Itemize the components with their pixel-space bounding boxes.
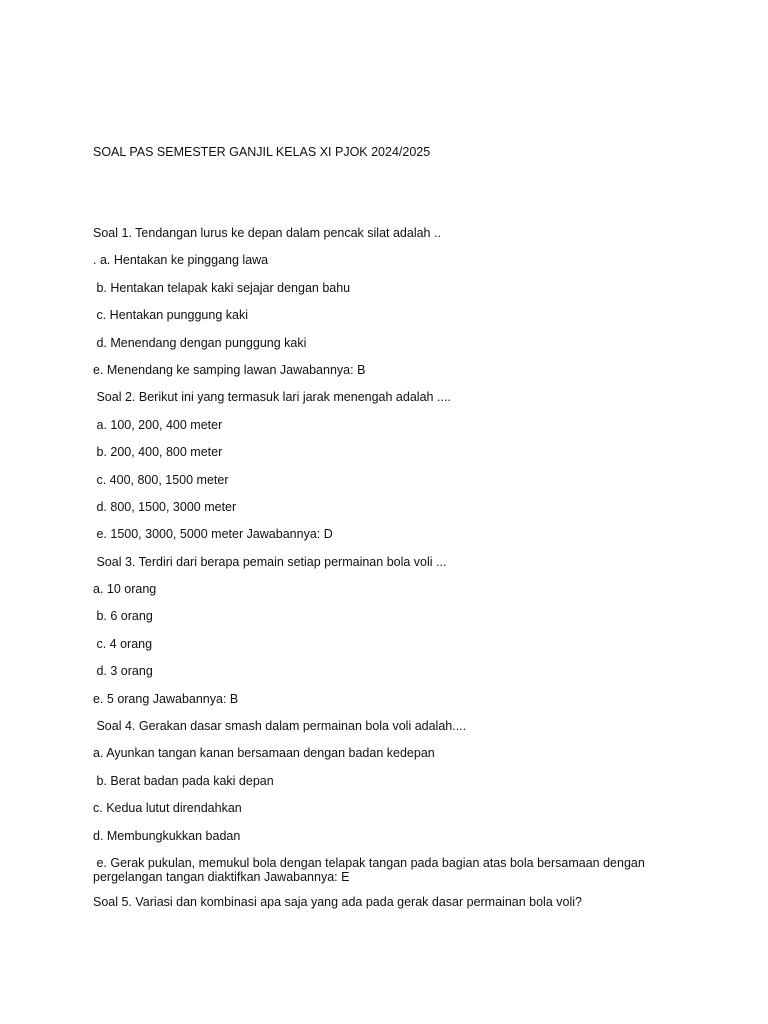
question-2-option-d: d. 800, 1500, 3000 meter [93,499,237,514]
question-2-option-c: c. 400, 800, 1500 meter [93,472,229,487]
document-title: SOAL PAS SEMESTER GANJIL KELAS XI PJOK 2024/2025 [93,145,431,159]
question-4: Soal 4. Gerakan dasar smash dalam permainan bola voli adalah.... [93,719,467,734]
question-4-option-e-answer: e. Gerak pukulan, memukul bola dengan telapak tangan pada bagian atas bola bersamaan dengan pergelangan tangan diaktifkan Jawabannya: E [93,855,649,884]
question-5: Soal 5. Variasi dan kombinasi apa saja yang ada pada gerak dasar permainan bola voli? [93,894,582,909]
question-4-option-d: d. Membungkukkan badan [93,828,241,843]
question-4-option-b: b. Berat badan pada kaki depan [93,773,274,788]
question-1-option-c: c. Hentakan punggung kaki [93,308,248,323]
question-1-option-e-answer: e. Menendang ke samping lawan Jawabannya: B [93,362,366,377]
question-3: Soal 3. Terdiri dari berapa pemain setiap permainan bola voli ... [93,554,447,569]
question-1-option-d: d. Menendang dengan punggung kaki [93,335,307,350]
question-2: Soal 2. Berikut ini yang termasuk lari jarak menengah adalah .... [93,390,451,405]
question-2-option-e-answer: e. 1500, 3000, 5000 meter Jawabannya: D [93,527,333,542]
question-3-option-c: c. 4 orang [93,636,153,651]
question-3-option-d: d. 3 orang [93,664,153,679]
question-3-option-b: b. 6 orang [93,609,153,624]
question-1-option-b: b. Hentakan telapak kaki sejajar dengan bahu [93,280,351,295]
question-1-option-a: . a. Hentakan ke pinggang lawa [93,253,269,268]
question-4-option-a: a. Ayunkan tangan kanan bersamaan dengan badan kedepan [93,746,435,761]
question-2-option-a: a. 100, 200, 400 meter [93,417,223,432]
question-list [93,226,673,922]
question-3-option-e-answer: e. 5 orang Jawabannya: B [93,691,239,706]
question-1: Soal 1. Tendangan lurus ke depan dalam pencak silat adalah .. [93,226,441,240]
question-2-option-b: b. 200, 400, 800 meter [93,445,223,460]
question-4-option-c: c. Kedua lutut direndahkan [93,801,242,816]
question-3-option-a: a. 10 orang [93,582,157,597]
